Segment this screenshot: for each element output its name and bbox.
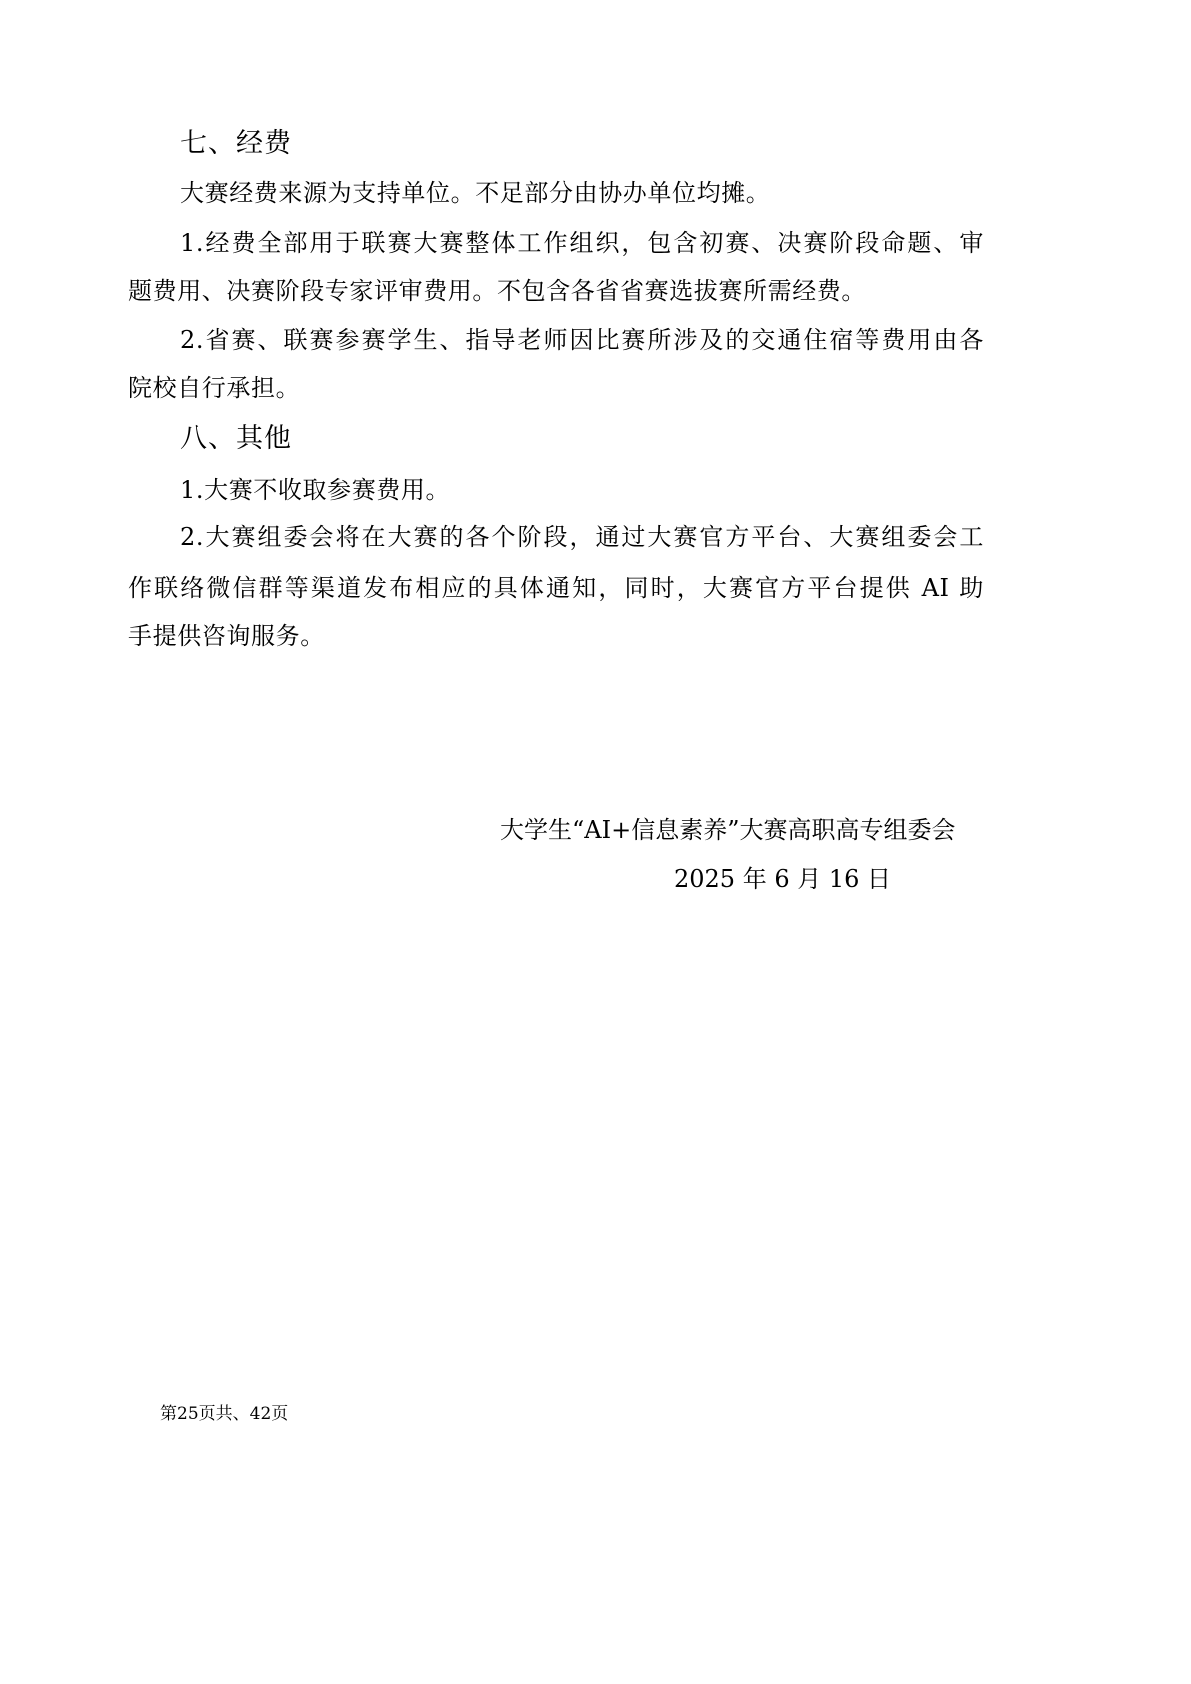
- section-heading-funding: 七、经费: [180, 128, 292, 159]
- signature-organization: 大学生“AI+信息素养”大赛高职高专组委会: [500, 816, 956, 844]
- paragraph-other-item2-line3: 手提供咨询服务。: [128, 622, 325, 650]
- paragraph-funding-item2-line1: 2.省赛、联赛参赛学生、指导老师因比赛所涉及的交通住宿等费用由各: [180, 326, 984, 354]
- signature-date: 2025 年 6 月 16 日: [674, 865, 892, 893]
- paragraph-funding-item1-line1: 1.经费全部用于联赛大赛整体工作组织，包含初赛、决赛阶段命题、审: [180, 229, 984, 257]
- page-number-footer: 第25页共、42页: [160, 1404, 289, 1424]
- paragraph-other-item2-line2: 作联络微信群等渠道发布相应的具体通知，同时，大赛官方平台提供 AI 助: [128, 574, 984, 602]
- section-heading-other: 八、其他: [180, 423, 292, 454]
- paragraph-funding-source: 大赛经费来源为支持单位。不足部分由协办单位均摊。: [180, 179, 771, 207]
- paragraph-funding-item1-line2: 题费用、决赛阶段专家评审费用。不包含各省省赛选拔赛所需经费。: [128, 277, 866, 305]
- paragraph-other-item1: 1.大赛不收取参赛费用。: [180, 476, 451, 504]
- paragraph-funding-item2-line2: 院校自行承担。: [128, 374, 301, 402]
- paragraph-other-item2-line1: 2.大赛组委会将在大赛的各个阶段，通过大赛官方平台、大赛组委会工: [180, 523, 984, 551]
